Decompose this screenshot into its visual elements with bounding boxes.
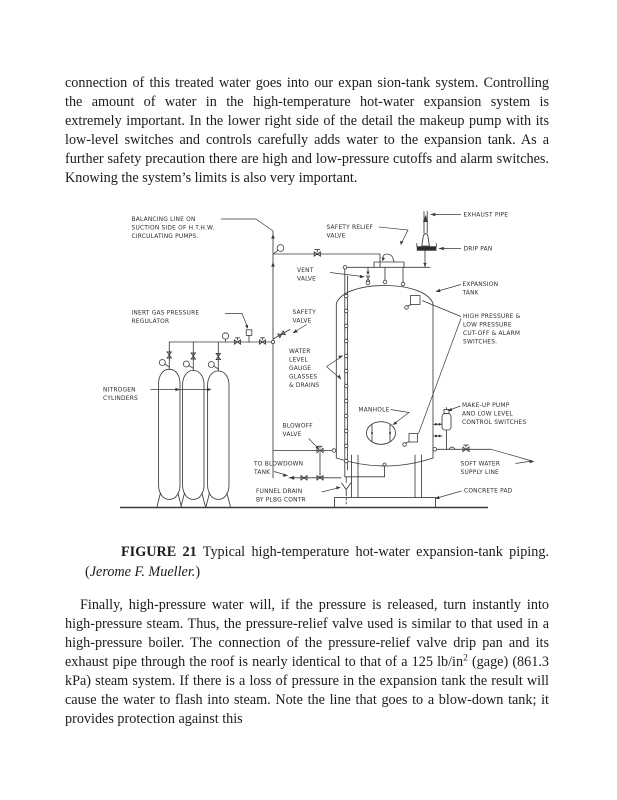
- label-water-level-gauge: WATER: [289, 349, 311, 355]
- nitrogen-cylinder: [157, 342, 181, 507]
- superscript-2: 2: [463, 653, 468, 664]
- svg-text:VALVE: VALVE: [292, 318, 312, 325]
- gas-manifold: [169, 330, 273, 344]
- figure-caption: [85, 543, 549, 582]
- label-concrete-pad: CONCRETE PAD: [464, 488, 513, 495]
- svg-text:REGULATOR: REGULATOR: [131, 319, 170, 325]
- svg-text:TANK: TANK: [254, 470, 271, 476]
- svg-text:CIRCULATING PUMPS.: CIRCULATING PUMPS.: [131, 234, 199, 240]
- manhole: [367, 422, 396, 445]
- label-drip-pan: DRIP PAN: [463, 246, 493, 253]
- svg-text:LEVEL: LEVEL: [289, 357, 309, 364]
- expansion-tank: [335, 286, 436, 508]
- svg-text:CONTROL SWITCHES: CONTROL SWITCHES: [462, 420, 527, 426]
- label-balancing-line: BALANCING LINE ON: [131, 217, 196, 223]
- pressure-switch-high: [405, 296, 420, 310]
- label-exhaust-pipe: EXHAUST PIPE: [463, 212, 509, 219]
- nitrogen-cylinder: [206, 342, 230, 507]
- label-nitrogen-cylinders: NITROGEN: [103, 387, 136, 394]
- svg-text:TANK: TANK: [462, 290, 479, 297]
- paragraph-top: [65, 74, 549, 188]
- svg-text:VALVE: VALVE: [326, 233, 346, 240]
- exhaust-pipe: [423, 212, 428, 234]
- svg-text:SUPPLY LINE: SUPPLY LINE: [460, 470, 499, 476]
- figure-caption-text: Typical high-temperature hot-water expansion-tank piping. (: [85, 544, 549, 580]
- svg-text:VALVE: VALVE: [297, 276, 317, 283]
- nitrogen-cylinders: [157, 342, 230, 507]
- svg-text:AND LOW LEVEL: AND LOW LEVEL: [462, 411, 513, 418]
- label-to-blowdown-tank: TO BLOWDOWN: [254, 461, 304, 468]
- concrete-pad: [335, 498, 436, 508]
- safety-relief-valve: [383, 254, 394, 262]
- svg-text:SUCTION SIDE OF H.T.H.W.: SUCTION SIDE OF H.T.H.W.: [131, 225, 215, 232]
- makeup-pump: [433, 408, 451, 450]
- svg-text:CUT-OFF & ALARM: CUT-OFF & ALARM: [463, 331, 521, 337]
- figure-21-diagram: [78, 206, 540, 538]
- svg-text:& DRAINS: & DRAINS: [289, 383, 320, 389]
- paragraph-bottom-text-cont: (gage) (861.3 kPa) steam system. If there is a loss of pressure in the expansion tank the result will cause the water to flash into steam. Note the line that goes to a blow-down tank; it provides protection against this: [65, 654, 549, 727]
- label-makeup-pump: MAKE-UP PUMP: [462, 403, 510, 409]
- drip-pan: [417, 246, 437, 250]
- figure-caption-suffix: ): [195, 563, 201, 580]
- label-soft-water-supply: SOFT WATER: [460, 461, 501, 468]
- paragraph-bottom: [65, 596, 549, 729]
- svg-text:GAUGE: GAUGE: [289, 366, 312, 372]
- water-gauge-column: [344, 269, 348, 477]
- label-funnel-drain: FUNNEL DRAIN: [256, 489, 303, 495]
- label-vent-valve: VENT: [297, 268, 314, 274]
- figure-caption-label: FIGURE 21: [121, 544, 197, 560]
- label-manhole: MANHOLE: [358, 407, 390, 414]
- label-blowoff-valve: BLOWOFF: [282, 423, 313, 430]
- tank-drain: [342, 463, 387, 506]
- pressure-switch-low: [403, 434, 418, 447]
- label-inert-gas-regulator: INERT GAS PRESSURE: [131, 310, 200, 317]
- figure-caption-credit: Jerome F. Mueller.: [89, 563, 196, 580]
- paragraph-bottom-text: Finally, high-pressure water will, if the pressure is released, turn instantly into high-pressure steam. Thus, the pressure-relief valve used is similar to that used in a high-pressure boiler. The connection of the pressure-relief valve drip pan and its exhaust pipe through the roof is nearly identical to that of a 125 lb/in: [65, 597, 549, 670]
- svg-text:CYLINDERS: CYLINDERS: [103, 396, 138, 402]
- svg-text:SWITCHES.: SWITCHES.: [463, 339, 498, 346]
- svg-text:GLASSES: GLASSES: [289, 374, 318, 381]
- svg-text:BY PLBG CONTR: BY PLBG CONTR: [256, 497, 306, 504]
- relief-assembly: [366, 212, 436, 286]
- label-expansion-tank: EXPANSION: [462, 282, 499, 288]
- tank-gas-line: [273, 245, 430, 270]
- vent-valve: [366, 276, 370, 281]
- label-hi-lo-switches: HIGH PRESSURE &: [463, 314, 521, 320]
- label-safety-valve: SAFETY: [292, 310, 316, 316]
- funnel-drain: [342, 483, 351, 490]
- pressure-gauge: [222, 333, 228, 339]
- svg-text:VALVE: VALVE: [282, 432, 302, 438]
- svg-text:LOW PRESSURE: LOW PRESSURE: [463, 322, 512, 329]
- gas-regulator: [246, 330, 252, 336]
- label-safety-relief-valve: SAFETY RELIEF: [326, 225, 374, 231]
- nitrogen-cylinder: [181, 342, 205, 507]
- safety-valve: [273, 330, 290, 340]
- paragraph-top-text: connection of this treated water goes into our expan sion-tank system. Controlling the amount of water in the high-temperature hot-water expansion system is extremely important. In the lower right side of the detail the makeup pump with its low-level switches and controls carefully adds water to the expansion tank. As a further safety precaution there are high and low-pressure cutoffs and alarm switches. Knowing the system’s limits is also very important.: [65, 75, 549, 186]
